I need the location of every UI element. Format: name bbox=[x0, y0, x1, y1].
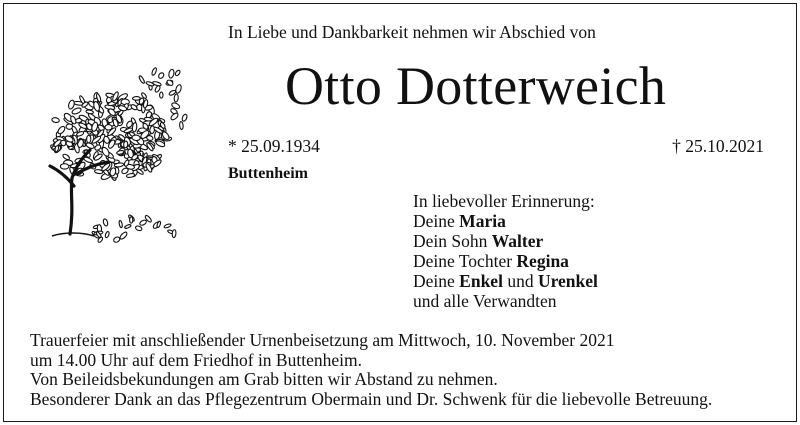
mourners-list bbox=[413, 191, 598, 311]
mourner-line: Deine Maria bbox=[413, 211, 506, 231]
deceased-name: Otto Dotterweich bbox=[285, 56, 667, 116]
windblown-tree-icon bbox=[30, 58, 190, 248]
mourner-line: In liebevoller Erinnerung: bbox=[413, 191, 595, 211]
death-date: † 25.10.2021 bbox=[672, 136, 764, 156]
mourner-line: Dein Sohn Walter bbox=[413, 231, 544, 251]
footer-line: Von Beileidsbekundungen am Grab bitten wir Abstand zu nehmen. bbox=[30, 369, 498, 389]
intro-line: In Liebe und Dankbarkeit nehmen wir Abschied von bbox=[228, 22, 596, 42]
footer-line: um 14.00 Uhr auf dem Friedhof in Buttenheim. bbox=[30, 349, 362, 370]
footer-line: Trauerfeier mit anschließender Urnenbeisetzung am Mittwoch, 10. November 2021 bbox=[30, 330, 615, 350]
mourner-line: Deine Tochter Regina bbox=[413, 251, 569, 271]
footer-line: Besonderer Dank an das Pflegezentrum Obermain und Dr. Schwenk für die liebevolle Betreuung. bbox=[30, 388, 713, 409]
birth-date: * 25.09.1934 bbox=[228, 136, 320, 156]
mourner-line: und alle Verwandten bbox=[413, 291, 557, 311]
mourner-line: Deine Enkel und Urenkel bbox=[413, 271, 598, 291]
ceremony-info bbox=[30, 331, 712, 409]
hometown: Buttenheim bbox=[228, 165, 308, 182]
